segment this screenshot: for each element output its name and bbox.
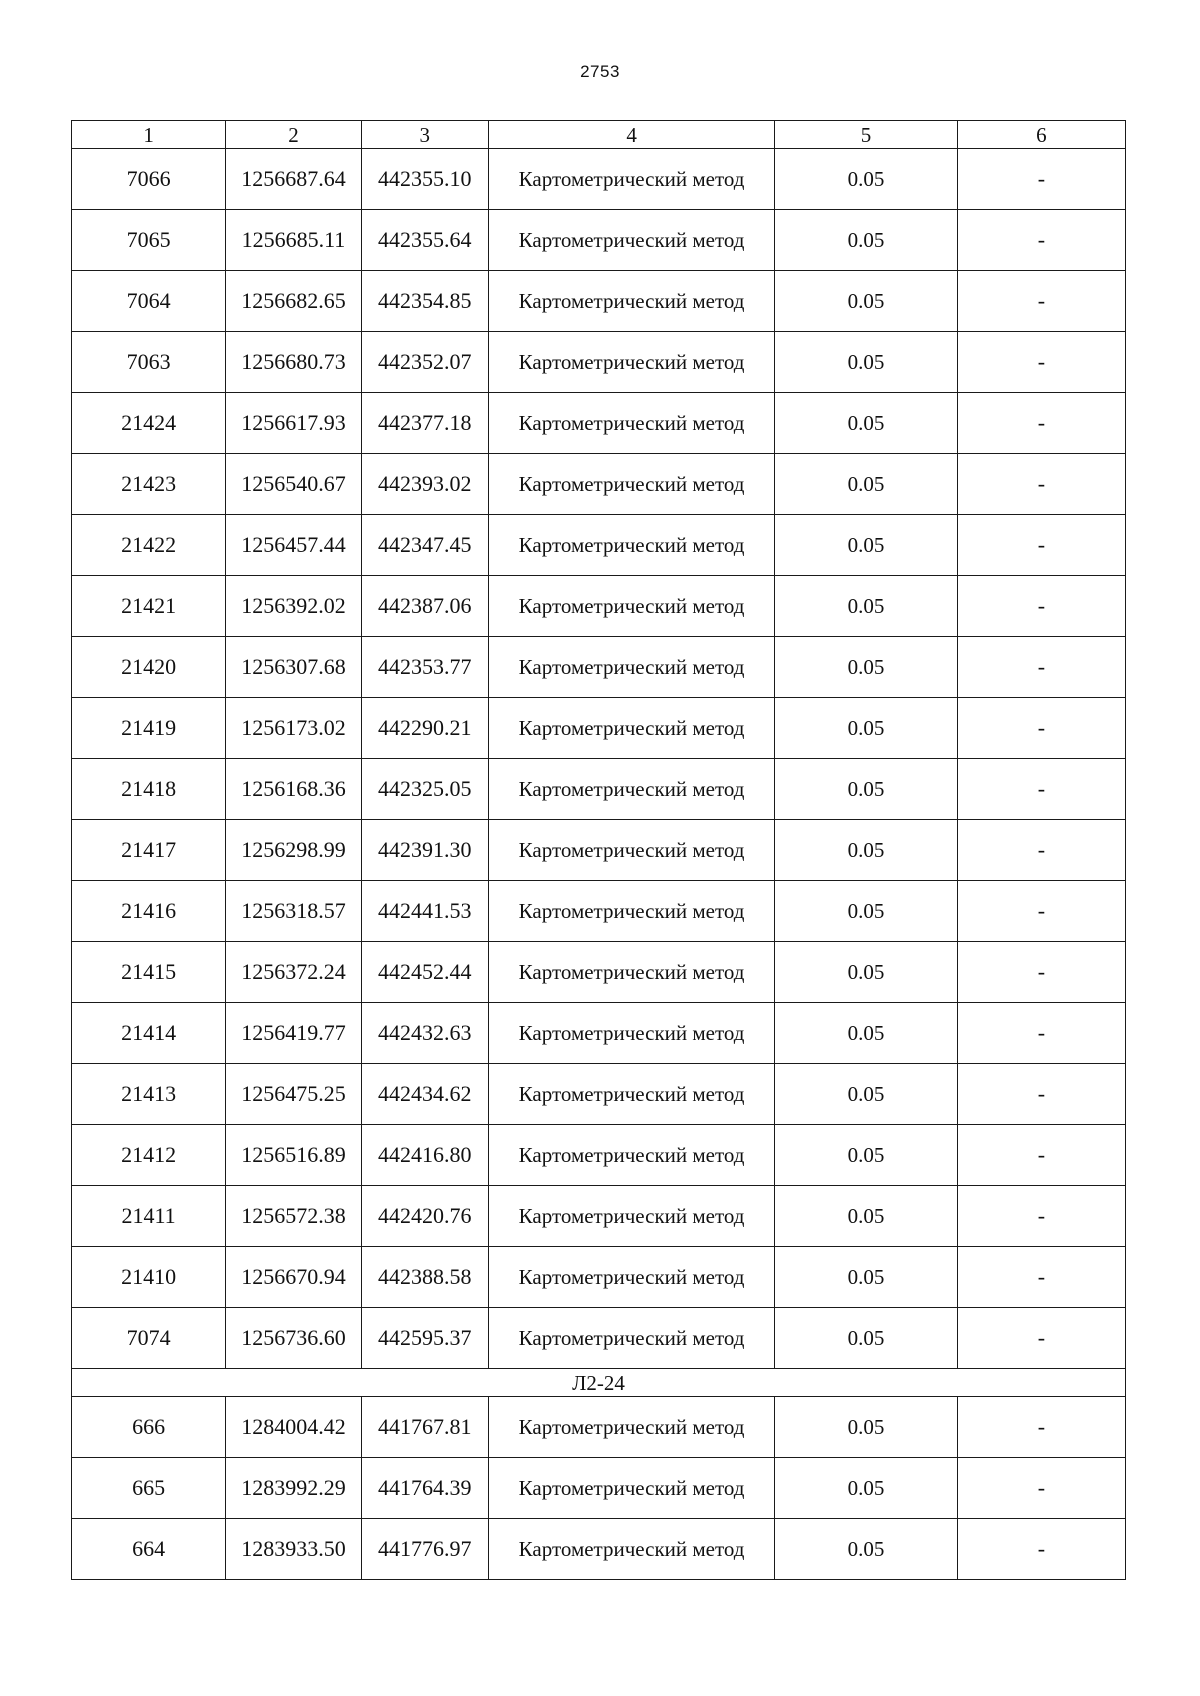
note-cell: -: [957, 149, 1125, 210]
x-coordinate-cell: 1256516.89: [226, 1125, 362, 1186]
note-cell: -: [957, 210, 1125, 271]
table-row: [72, 210, 1126, 271]
table-row: [72, 1247, 1126, 1308]
y-coordinate-cell: 442290.21: [361, 698, 488, 759]
error-cell: 0.05: [775, 1186, 957, 1247]
x-coordinate-cell: 1256687.64: [226, 149, 362, 210]
method-cell: Картометрический метод: [488, 515, 775, 576]
x-coordinate-cell: 1256298.99: [226, 820, 362, 881]
table-row: [72, 1186, 1126, 1247]
table-row: [72, 332, 1126, 393]
error-cell: 0.05: [775, 149, 957, 210]
section-header-row: [72, 1369, 1126, 1397]
error-cell: 0.05: [775, 271, 957, 332]
method-cell: Картометрический метод: [488, 1186, 775, 1247]
table-row: [72, 576, 1126, 637]
point-number-cell: 21421: [72, 576, 226, 637]
y-coordinate-cell: 442377.18: [361, 393, 488, 454]
method-cell: Картометрический метод: [488, 210, 775, 271]
x-coordinate-cell: 1256318.57: [226, 881, 362, 942]
point-number-cell: 666: [72, 1397, 226, 1458]
point-number-cell: 21424: [72, 393, 226, 454]
method-cell: Картометрический метод: [488, 881, 775, 942]
x-coordinate-cell: 1283992.29: [226, 1458, 362, 1519]
error-cell: 0.05: [775, 332, 957, 393]
table-row: [72, 881, 1126, 942]
error-cell: 0.05: [775, 576, 957, 637]
point-number-cell: 21423: [72, 454, 226, 515]
table-row: [72, 393, 1126, 454]
method-cell: Картометрический метод: [488, 1247, 775, 1308]
table-row: [72, 759, 1126, 820]
table-body: [72, 149, 1126, 1580]
table-row: [72, 515, 1126, 576]
note-cell: -: [957, 1519, 1125, 1580]
table-row: [72, 149, 1126, 210]
method-cell: Картометрический метод: [488, 393, 775, 454]
error-cell: 0.05: [775, 698, 957, 759]
method-cell: Картометрический метод: [488, 454, 775, 515]
error-cell: 0.05: [775, 759, 957, 820]
error-cell: 0.05: [775, 393, 957, 454]
point-number-cell: 7064: [72, 271, 226, 332]
note-cell: -: [957, 1003, 1125, 1064]
error-cell: 0.05: [775, 1003, 957, 1064]
x-coordinate-cell: 1256168.36: [226, 759, 362, 820]
page-number: 2753: [580, 62, 620, 81]
y-coordinate-cell: 442353.77: [361, 637, 488, 698]
note-cell: -: [957, 759, 1125, 820]
y-coordinate-cell: 442354.85: [361, 271, 488, 332]
note-cell: -: [957, 881, 1125, 942]
y-coordinate-cell: 442452.44: [361, 942, 488, 1003]
method-cell: Картометрический метод: [488, 1308, 775, 1369]
method-cell: Картометрический метод: [488, 1125, 775, 1186]
x-coordinate-cell: 1256419.77: [226, 1003, 362, 1064]
point-number-cell: 7063: [72, 332, 226, 393]
point-number-cell: 21410: [72, 1247, 226, 1308]
note-cell: -: [957, 942, 1125, 1003]
y-coordinate-cell: 441776.97: [361, 1519, 488, 1580]
error-cell: 0.05: [775, 1519, 957, 1580]
point-number-cell: 21417: [72, 820, 226, 881]
x-coordinate-cell: 1256457.44: [226, 515, 362, 576]
error-cell: 0.05: [775, 1308, 957, 1369]
x-coordinate-cell: 1256572.38: [226, 1186, 362, 1247]
x-coordinate-cell: 1256680.73: [226, 332, 362, 393]
x-coordinate-cell: 1256392.02: [226, 576, 362, 637]
method-cell: Картометрический метод: [488, 332, 775, 393]
column-header: 3: [361, 121, 488, 149]
table-row: [72, 1125, 1126, 1186]
table-row: [72, 820, 1126, 881]
method-cell: Картометрический метод: [488, 1397, 775, 1458]
column-header: 6: [957, 121, 1125, 149]
point-number-cell: 21412: [72, 1125, 226, 1186]
x-coordinate-cell: 1256670.94: [226, 1247, 362, 1308]
x-coordinate-cell: 1283933.50: [226, 1519, 362, 1580]
x-coordinate-cell: 1256307.68: [226, 637, 362, 698]
x-coordinate-cell: 1284004.42: [226, 1397, 362, 1458]
x-coordinate-cell: 1256475.25: [226, 1064, 362, 1125]
table-row: [72, 1458, 1126, 1519]
note-cell: -: [957, 1125, 1125, 1186]
y-coordinate-cell: 442387.06: [361, 576, 488, 637]
method-cell: Картометрический метод: [488, 1458, 775, 1519]
y-coordinate-cell: 441764.39: [361, 1458, 488, 1519]
y-coordinate-cell: 442391.30: [361, 820, 488, 881]
x-coordinate-cell: 1256540.67: [226, 454, 362, 515]
x-coordinate-cell: 1256372.24: [226, 942, 362, 1003]
method-cell: Картометрический метод: [488, 1064, 775, 1125]
error-cell: 0.05: [775, 515, 957, 576]
point-number-cell: 7065: [72, 210, 226, 271]
note-cell: -: [957, 576, 1125, 637]
x-coordinate-cell: 1256685.11: [226, 210, 362, 271]
note-cell: -: [957, 820, 1125, 881]
error-cell: 0.05: [775, 210, 957, 271]
table-row: [72, 698, 1126, 759]
error-cell: 0.05: [775, 1247, 957, 1308]
error-cell: 0.05: [775, 1125, 957, 1186]
point-number-cell: 21411: [72, 1186, 226, 1247]
note-cell: -: [957, 698, 1125, 759]
note-cell: -: [957, 1247, 1125, 1308]
error-cell: 0.05: [775, 454, 957, 515]
error-cell: 0.05: [775, 881, 957, 942]
point-number-cell: 7066: [72, 149, 226, 210]
y-coordinate-cell: 442355.64: [361, 210, 488, 271]
y-coordinate-cell: 442393.02: [361, 454, 488, 515]
method-cell: Картометрический метод: [488, 1519, 775, 1580]
x-coordinate-cell: 1256173.02: [226, 698, 362, 759]
x-coordinate-cell: 1256736.60: [226, 1308, 362, 1369]
error-cell: 0.05: [775, 820, 957, 881]
y-coordinate-cell: 442325.05: [361, 759, 488, 820]
table-row: [72, 1308, 1126, 1369]
x-coordinate-cell: 1256617.93: [226, 393, 362, 454]
note-cell: -: [957, 271, 1125, 332]
error-cell: 0.05: [775, 942, 957, 1003]
method-cell: Картометрический метод: [488, 637, 775, 698]
method-cell: Картометрический метод: [488, 820, 775, 881]
point-number-cell: 21413: [72, 1064, 226, 1125]
method-cell: Картометрический метод: [488, 942, 775, 1003]
point-number-cell: 21416: [72, 881, 226, 942]
section-title: Л2-24: [72, 1369, 1126, 1397]
y-coordinate-cell: 442420.76: [361, 1186, 488, 1247]
note-cell: -: [957, 1458, 1125, 1519]
y-coordinate-cell: 442441.53: [361, 881, 488, 942]
y-coordinate-cell: 442352.07: [361, 332, 488, 393]
x-coordinate-cell: 1256682.65: [226, 271, 362, 332]
column-header: 5: [775, 121, 957, 149]
y-coordinate-cell: 442355.10: [361, 149, 488, 210]
error-cell: 0.05: [775, 1397, 957, 1458]
note-cell: -: [957, 515, 1125, 576]
table-row: [72, 1519, 1126, 1580]
note-cell: -: [957, 637, 1125, 698]
point-number-cell: 21418: [72, 759, 226, 820]
column-header: 1: [72, 121, 226, 149]
method-cell: Картометрический метод: [488, 698, 775, 759]
method-cell: Картометрический метод: [488, 576, 775, 637]
point-number-cell: 7074: [72, 1308, 226, 1369]
column-number-row: [72, 121, 1126, 149]
note-cell: -: [957, 393, 1125, 454]
column-header: 4: [488, 121, 775, 149]
y-coordinate-cell: 442388.58: [361, 1247, 488, 1308]
coordinates-table: [71, 120, 1126, 1580]
y-coordinate-cell: 442416.80: [361, 1125, 488, 1186]
point-number-cell: 664: [72, 1519, 226, 1580]
table-row: [72, 1064, 1126, 1125]
point-number-cell: 21414: [72, 1003, 226, 1064]
note-cell: -: [957, 332, 1125, 393]
note-cell: -: [957, 454, 1125, 515]
method-cell: Картометрический метод: [488, 149, 775, 210]
note-cell: -: [957, 1186, 1125, 1247]
table-row: [72, 1397, 1126, 1458]
point-number-cell: 21420: [72, 637, 226, 698]
error-cell: 0.05: [775, 637, 957, 698]
column-header: 2: [226, 121, 362, 149]
method-cell: Картометрический метод: [488, 1003, 775, 1064]
point-number-cell: 21419: [72, 698, 226, 759]
table-row: [72, 271, 1126, 332]
table-row: [72, 1003, 1126, 1064]
note-cell: -: [957, 1308, 1125, 1369]
table-row: [72, 637, 1126, 698]
point-number-cell: 21422: [72, 515, 226, 576]
error-cell: 0.05: [775, 1458, 957, 1519]
y-coordinate-cell: 442432.63: [361, 1003, 488, 1064]
y-coordinate-cell: 442595.37: [361, 1308, 488, 1369]
y-coordinate-cell: 442434.62: [361, 1064, 488, 1125]
y-coordinate-cell: 442347.45: [361, 515, 488, 576]
y-coordinate-cell: 441767.81: [361, 1397, 488, 1458]
note-cell: -: [957, 1397, 1125, 1458]
table-row: [72, 942, 1126, 1003]
point-number-cell: 665: [72, 1458, 226, 1519]
error-cell: 0.05: [775, 1064, 957, 1125]
note-cell: -: [957, 1064, 1125, 1125]
point-number-cell: 21415: [72, 942, 226, 1003]
table-row: [72, 454, 1126, 515]
method-cell: Картометрический метод: [488, 759, 775, 820]
method-cell: Картометрический метод: [488, 271, 775, 332]
